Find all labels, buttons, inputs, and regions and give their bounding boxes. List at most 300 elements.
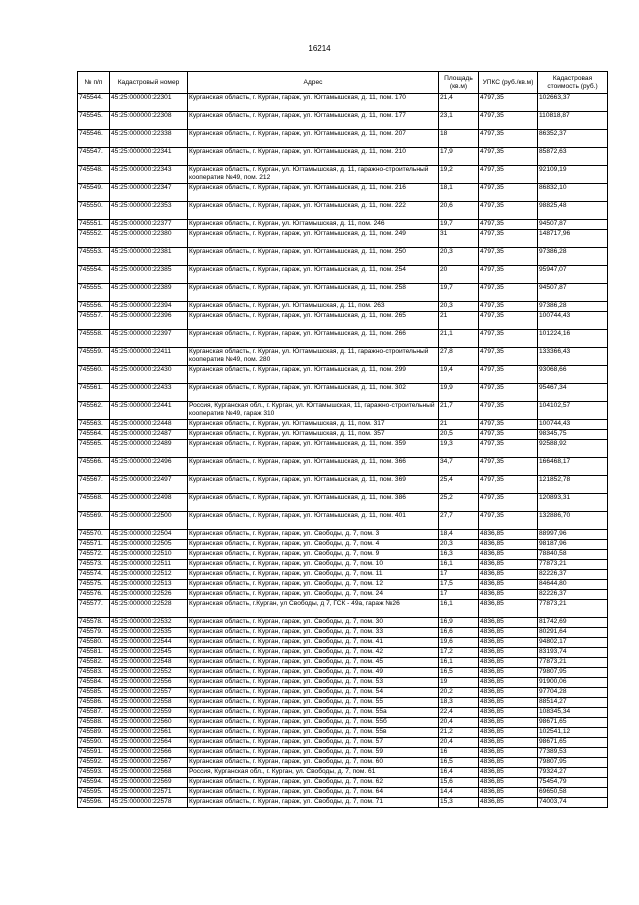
cadastral-value: 86832,10 — [538, 184, 608, 202]
cadastral-value: 79324,27 — [538, 768, 608, 778]
cadastral-value: 95467,34 — [538, 384, 608, 402]
upks: 4797,35 — [479, 94, 538, 112]
address: Курганская область, г. Курган, гараж, ул. Югтамышская, д. 11, пом. 216 — [188, 184, 439, 202]
cadastral-number: 45:25:000000:22394 — [110, 302, 188, 312]
area: 19,6 — [439, 638, 479, 648]
area: 21 — [439, 312, 479, 330]
upks: 4836,85 — [479, 738, 538, 748]
cadastral-number: 45:25:000000:22557 — [110, 688, 188, 698]
address: Россия, Курганская обл., г. Курган, ул. Югтамышская, 11, гаражно-строительный кооператив №49, гараж 310 — [188, 402, 439, 420]
cadastral-value: 82226,37 — [538, 590, 608, 600]
upks: 4836,85 — [479, 708, 538, 718]
area: 16,1 — [439, 560, 479, 570]
table-row — [78, 94, 608, 112]
address: Курганская область, г. Курган, гараж, ул. Свободы, д. 7, пом. 45 — [188, 658, 439, 668]
cadastral-value: 94802,17 — [538, 638, 608, 648]
cadastral-number: 45:25:000000:22526 — [110, 590, 188, 600]
address: Курганская область, г. Курган, гараж, ул. Свободы, д. 7, пом. 55а — [188, 708, 439, 718]
area: 20,4 — [439, 738, 479, 748]
upks: 4797,35 — [479, 440, 538, 458]
cadastral-value: 79807,95 — [538, 668, 608, 678]
row-number: 745558. — [78, 330, 110, 348]
area: 19,4 — [439, 366, 479, 384]
cadastral-number: 45:25:000000:22510 — [110, 550, 188, 560]
area: 25,4 — [439, 476, 479, 494]
cadastral-number: 45:25:000000:22564 — [110, 738, 188, 748]
upks: 4797,35 — [479, 184, 538, 202]
area: 19 — [439, 678, 479, 688]
cadastral-number: 45:25:000000:22569 — [110, 778, 188, 788]
header-area: Площадь (кв.м) — [439, 72, 479, 94]
upks: 4836,85 — [479, 648, 538, 658]
cadastral-value: 83193,74 — [538, 648, 608, 658]
address: Курганская область, г. Курган, гараж, ул. Югтамышская, д. 11, пом. 249 — [188, 230, 439, 248]
table-row — [78, 284, 608, 302]
address: Курганская область, г. Курган, гараж, ул. Свободы, д. 7, пом. 3 — [188, 530, 439, 540]
table-row — [78, 638, 608, 648]
row-number: 745570. — [78, 530, 110, 540]
upks: 4797,35 — [479, 512, 538, 530]
address: Курганская область, г. Курган, гараж, ул. Югтамышская, д. 11, пом. 366 — [188, 458, 439, 476]
row-number: 745553. — [78, 248, 110, 266]
area: 16,1 — [439, 658, 479, 668]
upks: 4797,35 — [479, 384, 538, 402]
header-upks: УПКС (руб./кв.м) — [479, 72, 538, 94]
header-number: № п/п — [78, 72, 110, 94]
address: Курганская область, г. Курган, гараж, ул. Свободы, д. 7, пом. 54 — [188, 688, 439, 698]
cadastral-value: 100744,43 — [538, 312, 608, 330]
cadastral-number: 45:25:000000:22433 — [110, 384, 188, 402]
area: 20,2 — [439, 688, 479, 698]
cadastral-number: 45:25:000000:22430 — [110, 366, 188, 384]
row-number: 745550. — [78, 202, 110, 220]
table-row — [78, 530, 608, 540]
row-number: 745585. — [78, 688, 110, 698]
row-number: 745565. — [78, 440, 110, 458]
row-number: 745589. — [78, 728, 110, 738]
row-number: 745552. — [78, 230, 110, 248]
table-row — [78, 728, 608, 738]
cadastral-number: 45:25:000000:22343 — [110, 166, 188, 184]
cadastral-number: 45:25:000000:22545 — [110, 648, 188, 658]
cadastral-value: 79807,95 — [538, 758, 608, 768]
cadastral-number: 45:25:000000:22566 — [110, 748, 188, 758]
area: 16,5 — [439, 668, 479, 678]
cadastral-number: 45:25:000000:22338 — [110, 130, 188, 148]
upks: 4836,85 — [479, 678, 538, 688]
address: Курганская область, г. Курган, гараж, ул. Свободы, д. 7, пом. 9 — [188, 550, 439, 560]
row-number: 745549. — [78, 184, 110, 202]
cadastral-value: 101224,16 — [538, 330, 608, 348]
table-row — [78, 678, 608, 688]
cadastral-value: 85872,63 — [538, 148, 608, 166]
address: Курганская область, г. Курган, ул. Югтамышская, д. 11, пом. 246 — [188, 220, 439, 230]
upks: 4836,85 — [479, 550, 538, 560]
cadastral-value: 77389,53 — [538, 748, 608, 758]
cadastral-number: 45:25:000000:22558 — [110, 698, 188, 708]
area: 15,3 — [439, 798, 479, 808]
cadastral-value: 108345,34 — [538, 708, 608, 718]
area: 19,9 — [439, 384, 479, 402]
table-row — [78, 112, 608, 130]
row-number: 745575. — [78, 580, 110, 590]
upks: 4836,85 — [479, 758, 538, 768]
row-number: 745551. — [78, 220, 110, 230]
address: Курганская область, г. Курган, гараж, ул. Югтамышская, д. 11, пом. 207 — [188, 130, 439, 148]
cadastral-number: 45:25:000000:22498 — [110, 494, 188, 512]
area: 21,7 — [439, 402, 479, 420]
cadastral-value: 98671,65 — [538, 718, 608, 728]
table-row — [78, 166, 608, 184]
header-cadastral-value: Кадастровая стоимость (руб.) — [538, 72, 608, 94]
area: 19,7 — [439, 220, 479, 230]
table-row — [78, 420, 608, 430]
area: 17 — [439, 570, 479, 580]
cadastral-value: 74003,74 — [538, 798, 608, 808]
area: 16,5 — [439, 758, 479, 768]
upks: 4797,35 — [479, 476, 538, 494]
row-number: 745573. — [78, 560, 110, 570]
table-row — [78, 512, 608, 530]
address: Курганская область, г. Курган, гараж, ул. Свободы, д. 7, пом. 60 — [188, 758, 439, 768]
cadastral-number: 45:25:000000:22552 — [110, 668, 188, 678]
cadastral-value: 132886,70 — [538, 512, 608, 530]
area: 17,2 — [439, 648, 479, 658]
cadastral-number: 45:25:000000:22504 — [110, 530, 188, 540]
table-row — [78, 266, 608, 284]
row-number: 745557. — [78, 312, 110, 330]
table-row — [78, 348, 608, 366]
row-number: 745546. — [78, 130, 110, 148]
table-row — [78, 560, 608, 570]
table-row — [78, 778, 608, 788]
upks: 4797,35 — [479, 312, 538, 330]
cadastral-value: 133366,43 — [538, 348, 608, 366]
upks: 4836,85 — [479, 530, 538, 540]
table-row — [78, 366, 608, 384]
table-row — [78, 230, 608, 248]
area: 25,2 — [439, 494, 479, 512]
upks: 4836,85 — [479, 590, 538, 600]
cadastral-value: 148717,96 — [538, 230, 608, 248]
page-number: 16214 — [308, 44, 331, 53]
table-row — [78, 458, 608, 476]
cadastral-number: 45:25:000000:22301 — [110, 94, 188, 112]
address: Курганская область, г. Курган, гараж, ул. Югтамышская, д. 11, пом. 170 — [188, 94, 439, 112]
table-row — [78, 130, 608, 148]
cadastral-value: 88997,96 — [538, 530, 608, 540]
address: Курганская область, г. Курган, гараж, ул. Свободы, д. 7, пом. 10 — [188, 560, 439, 570]
cadastral-value: 82226,37 — [538, 570, 608, 580]
row-number: 745563. — [78, 420, 110, 430]
table-row — [78, 618, 608, 628]
cadastral-value: 92588,92 — [538, 440, 608, 458]
address: Курганская область, г. Курган, гараж, ул. Свободы, д. 7, пом. 33 — [188, 628, 439, 638]
area: 21,4 — [439, 94, 479, 112]
row-number: 745582. — [78, 658, 110, 668]
upks: 4836,85 — [479, 748, 538, 758]
address: Курганская область, г. Курган, ул. Югтамышская, д. 11, пом. 317 — [188, 420, 439, 430]
address: Курганская область, г. Курган, гараж, ул. Свободы, д. 7, пом. 4 — [188, 540, 439, 550]
address: Курганская область, г. Курган, гараж, ул. Свободы, д. 7, пом. 30 — [188, 618, 439, 628]
upks: 4836,85 — [479, 788, 538, 798]
table-row — [78, 758, 608, 768]
cadastral-value: 94507,87 — [538, 284, 608, 302]
table-row — [78, 698, 608, 708]
address: Курганская область, г. Курган, гараж, ул. Свободы, д. 7, пом. 11 — [188, 570, 439, 580]
area: 17,5 — [439, 580, 479, 590]
address: Курганская область, г. Курган, гараж, ул. Югтамышская, д. 11, пом. 359 — [188, 440, 439, 458]
cadastral-number: 45:25:000000:22512 — [110, 570, 188, 580]
cadastral-value: 77873,21 — [538, 600, 608, 618]
upks: 4797,35 — [479, 266, 538, 284]
row-number: 745564. — [78, 430, 110, 440]
cadastral-number: 45:25:000000:22489 — [110, 440, 188, 458]
cadastral-number: 45:25:000000:22377 — [110, 220, 188, 230]
row-number: 745556. — [78, 302, 110, 312]
address: Курганская область, г. Курган, ул. Югтамышская, д. 11, гаражно-строительный кооператив №49, пом. 212 — [188, 166, 439, 184]
table-row — [78, 402, 608, 420]
row-number: 745596. — [78, 798, 110, 808]
row-number: 745568. — [78, 494, 110, 512]
area: 21,1 — [439, 330, 479, 348]
address: Курганская область, г. Курган, гараж, ул. Югтамышская, д. 11, пом. 177 — [188, 112, 439, 130]
upks: 4836,85 — [479, 628, 538, 638]
upks: 4836,85 — [479, 560, 538, 570]
upks: 4797,35 — [479, 248, 538, 266]
table-row — [78, 184, 608, 202]
row-number: 745569. — [78, 512, 110, 530]
cadastral-value: 97704,28 — [538, 688, 608, 698]
upks: 4836,85 — [479, 688, 538, 698]
upks: 4797,35 — [479, 402, 538, 420]
cadastral-number: 45:25:000000:22341 — [110, 148, 188, 166]
area: 19,2 — [439, 166, 479, 184]
row-number: 745547. — [78, 148, 110, 166]
table-row — [78, 708, 608, 718]
table-row — [78, 312, 608, 330]
cadastral-number: 45:25:000000:22513 — [110, 580, 188, 590]
row-number: 745578. — [78, 618, 110, 628]
table-row — [78, 648, 608, 658]
upks: 4797,35 — [479, 330, 538, 348]
upks: 4836,85 — [479, 698, 538, 708]
cadastral-number: 45:25:000000:22511 — [110, 560, 188, 570]
area: 17 — [439, 590, 479, 600]
area: 18,1 — [439, 184, 479, 202]
table-row — [78, 600, 608, 618]
area: 19,7 — [439, 284, 479, 302]
cadastral-value: 166468,17 — [538, 458, 608, 476]
table-row — [78, 302, 608, 312]
row-number: 745580. — [78, 638, 110, 648]
cadastral-value: 110818,87 — [538, 112, 608, 130]
row-number: 745591. — [78, 748, 110, 758]
row-number: 745544. — [78, 94, 110, 112]
table-row — [78, 220, 608, 230]
cadastral-number: 45:25:000000:22389 — [110, 284, 188, 302]
cadastral-number: 45:25:000000:22308 — [110, 112, 188, 130]
row-number: 745583. — [78, 668, 110, 678]
cadastral-number: 45:25:000000:22548 — [110, 658, 188, 668]
area: 20 — [439, 266, 479, 284]
cadastral-value: 102663,37 — [538, 94, 608, 112]
upks: 4797,35 — [479, 220, 538, 230]
cadastral-value: 98345,75 — [538, 430, 608, 440]
row-number: 745559. — [78, 348, 110, 366]
address: Курганская область, г. Курган, гараж, ул. Свободы, д. 7, пом. 41 — [188, 638, 439, 648]
table-row — [78, 494, 608, 512]
cadastral-value: 77873,21 — [538, 560, 608, 570]
area: 20,4 — [439, 718, 479, 728]
address: Курганская область, г.Курган, ул Свободы, д 7, ГСК - 49а, гараж №26 — [188, 600, 439, 618]
upks: 4797,35 — [479, 284, 538, 302]
area: 20,3 — [439, 302, 479, 312]
row-number: 745545. — [78, 112, 110, 130]
cadastral-value: 78840,58 — [538, 550, 608, 560]
address: Курганская область, г. Курган, гараж, ул. Свободы, д. 7, пом. 62 — [188, 778, 439, 788]
cadastral-number: 45:25:000000:22561 — [110, 728, 188, 738]
upks: 4836,85 — [479, 570, 538, 580]
row-number: 745590. — [78, 738, 110, 748]
table-row — [78, 658, 608, 668]
upks: 4797,35 — [479, 302, 538, 312]
area: 31 — [439, 230, 479, 248]
upks: 4797,35 — [479, 348, 538, 366]
row-number: 745561. — [78, 384, 110, 402]
cadastral-number: 45:25:000000:22500 — [110, 512, 188, 530]
cadastral-number: 45:25:000000:22381 — [110, 248, 188, 266]
upks: 4836,85 — [479, 778, 538, 788]
upks: 4797,35 — [479, 494, 538, 512]
cadastral-number: 45:25:000000:22528 — [110, 600, 188, 618]
cadastral-value: 81742,69 — [538, 618, 608, 628]
area: 20,3 — [439, 248, 479, 266]
upks: 4836,85 — [479, 798, 538, 808]
upks: 4836,85 — [479, 658, 538, 668]
area: 16,4 — [439, 768, 479, 778]
area: 16,6 — [439, 628, 479, 638]
cadastral-number: 45:25:000000:22560 — [110, 718, 188, 728]
upks: 4797,35 — [479, 230, 538, 248]
upks: 4836,85 — [479, 668, 538, 678]
cadastral-number: 45:25:000000:22411 — [110, 348, 188, 366]
address: Россия, Курганская обл., г. Курган, ул. Свободы, д. 7, пом. 61 — [188, 768, 439, 778]
cadastral-value: 97386,28 — [538, 248, 608, 266]
cadastral-number: 45:25:000000:22535 — [110, 628, 188, 638]
row-number: 745562. — [78, 402, 110, 420]
cadastral-number: 45:25:000000:22571 — [110, 788, 188, 798]
row-number: 745548. — [78, 166, 110, 184]
upks: 4797,35 — [479, 148, 538, 166]
table-header-row — [78, 72, 608, 94]
upks: 4797,35 — [479, 112, 538, 130]
cadastral-value: 88514,27 — [538, 698, 608, 708]
cadastral-number: 45:25:000000:22385 — [110, 266, 188, 284]
table-row — [78, 550, 608, 560]
area: 21,2 — [439, 728, 479, 738]
cadastral-value: 77873,21 — [538, 658, 608, 668]
table-row — [78, 430, 608, 440]
address: Курганская область, г. Курган, гараж, ул. Свободы, д. 7, пом. 55в — [188, 728, 439, 738]
address: Курганская область, г. Курган, ул. Югтамышская, д. 11, пом. 263 — [188, 302, 439, 312]
area: 18,3 — [439, 698, 479, 708]
upks: 4836,85 — [479, 540, 538, 550]
table-row — [78, 718, 608, 728]
area: 34,7 — [439, 458, 479, 476]
address: Курганская область, г. Курган, гараж, ул. Свободы, д. 7, пом. 53 — [188, 678, 439, 688]
cadastral-number: 45:25:000000:22556 — [110, 678, 188, 688]
cadastral-value: 98671,65 — [538, 738, 608, 748]
address: Курганская область, г. Курган, гараж, ул. Югтамышская, д. 11, пом. 302 — [188, 384, 439, 402]
area: 16,9 — [439, 618, 479, 628]
table-row — [78, 738, 608, 748]
area: 27,7 — [439, 512, 479, 530]
cadastral-value: 95947,07 — [538, 266, 608, 284]
cadastral-value: 100744,43 — [538, 420, 608, 430]
address: Курганская область, г. Курган, гараж, ул. Югтамышская, д. 11, пом. 222 — [188, 202, 439, 220]
table-row — [78, 570, 608, 580]
table-row — [78, 248, 608, 266]
cadastral-value: 104102,57 — [538, 402, 608, 420]
cadastral-value: 94507,87 — [538, 220, 608, 230]
table-row — [78, 384, 608, 402]
cadastral-number: 45:25:000000:22568 — [110, 768, 188, 778]
cadastral-number: 45:25:000000:22532 — [110, 618, 188, 628]
cadastral-number: 45:25:000000:22497 — [110, 476, 188, 494]
upks: 4797,35 — [479, 420, 538, 430]
area: 22,4 — [439, 708, 479, 718]
address: Курганская область, г. Курган, гараж, ул. Свободы, д. 7, пом. 55б — [188, 718, 439, 728]
row-number: 745574. — [78, 570, 110, 580]
area: 27,8 — [439, 348, 479, 366]
row-number: 745571. — [78, 540, 110, 550]
area: 19,3 — [439, 440, 479, 458]
cadastral-number: 45:25:000000:22396 — [110, 312, 188, 330]
address: Курганская область, г. Курган, гараж, ул. Свободы, д. 7, пом. 42 — [188, 648, 439, 658]
area: 16,3 — [439, 550, 479, 560]
table-row — [78, 440, 608, 458]
cadastral-number: 45:25:000000:22397 — [110, 330, 188, 348]
address: Курганская область, г. Курган, гараж, ул. Югтамышская, д. 11, пом. 258 — [188, 284, 439, 302]
upks: 4836,85 — [479, 580, 538, 590]
address: Курганская область, г. Курган, гараж, ул. Югтамышская, д. 11, пом. 401 — [188, 512, 439, 530]
address: Курганская область, г. Курган, гараж, ул. Югтамышская, д. 11, пом. 386 — [188, 494, 439, 512]
address: Курганская область, г. Курган, гараж, ул. Свободы, д. 7, пом. 24 — [188, 590, 439, 600]
table-row — [78, 768, 608, 778]
cadastral-table — [77, 71, 608, 808]
area: 23,1 — [439, 112, 479, 130]
header-address: Адрес — [188, 72, 439, 94]
cadastral-number: 45:25:000000:22487 — [110, 430, 188, 440]
cadastral-value: 80291,64 — [538, 628, 608, 638]
upks: 4797,35 — [479, 458, 538, 476]
upks: 4797,35 — [479, 366, 538, 384]
cadastral-value: 91900,06 — [538, 678, 608, 688]
cadastral-number: 45:25:000000:22353 — [110, 202, 188, 220]
row-number: 745560. — [78, 366, 110, 384]
cadastral-number: 45:25:000000:22567 — [110, 758, 188, 768]
cadastral-number: 45:25:000000:22448 — [110, 420, 188, 430]
row-number: 745555. — [78, 284, 110, 302]
upks: 4797,35 — [479, 202, 538, 220]
cadastral-number: 45:25:000000:22380 — [110, 230, 188, 248]
table-row — [78, 590, 608, 600]
table-row — [78, 688, 608, 698]
address: Курганская область, г. Курган, гараж, ул. Югтамышская, д. 11, пом. 369 — [188, 476, 439, 494]
cadastral-number: 45:25:000000:22544 — [110, 638, 188, 648]
area: 21 — [439, 420, 479, 430]
